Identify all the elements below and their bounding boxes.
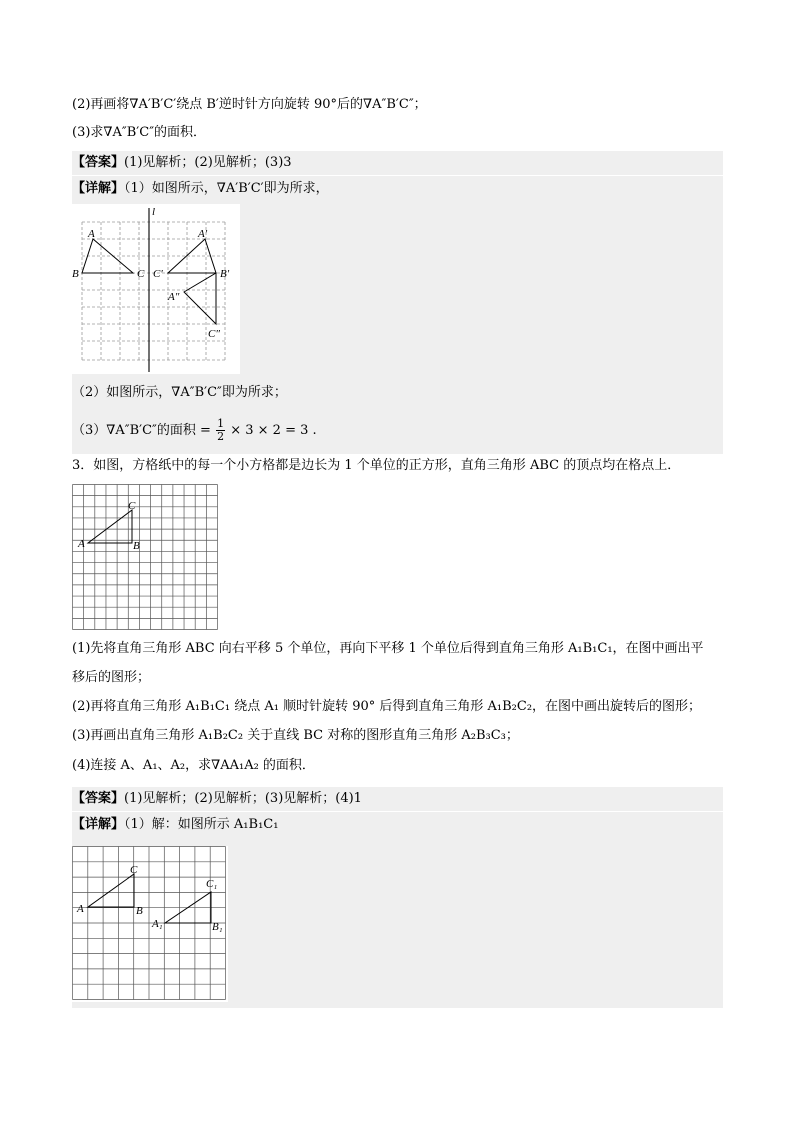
- q3-part1b: 移后的图形；: [72, 670, 151, 685]
- step3-prefix: （3）∇A″B′C″的面积 =: [72, 423, 211, 438]
- detail-label: 【详解】: [72, 817, 125, 832]
- q2-step2: （2）如图所示，∇A″B′C″即为所求；: [72, 385, 287, 400]
- q2-detail: [72, 180, 329, 198]
- figure-grid-translation: [72, 846, 228, 1002]
- label-c-double-prime: C″: [208, 328, 220, 340]
- label-c: C: [130, 864, 138, 876]
- answer-text: (1)见解析；(2)见解析；(3)见解析；(4)1: [124, 791, 362, 806]
- label-b1: B₁: [212, 921, 223, 933]
- q2-part2: (2)再画将∇A′B′C′绕点 B′逆时针方向旋转 90°后的∇A″B′C″；: [72, 97, 427, 112]
- figure-reflection-rotation: [72, 204, 240, 374]
- label-a-double-prime: A″: [168, 291, 180, 303]
- label-b: B: [133, 540, 140, 552]
- label-b-prime: B′: [220, 268, 230, 280]
- axis-label-l: l: [152, 206, 156, 218]
- label-b: B: [72, 268, 79, 280]
- label-a1: A₁: [152, 918, 163, 930]
- label-a: A: [77, 903, 84, 915]
- q3-answer: [72, 790, 362, 808]
- q3-part1a: (1)先将直角三角形 ABC 向右平移 5 个单位，再向下平移 1 个单位后得到直角三角形 A₁B₁C₁，在图中画出平: [72, 641, 704, 656]
- answer-label: 【答案】: [72, 791, 125, 806]
- q3-stem: 3．如图，方格纸中的每一个小方格都是边长为 1 个单位的正方形，直角三角形 ABC 的顶点均在格点上．: [72, 458, 681, 473]
- q2-step3: [72, 416, 317, 446]
- q2-part3: (3)求∇A″B′C″的面积．: [72, 125, 207, 140]
- fraction-numerator: 1: [217, 417, 225, 430]
- q3-part4: (4)连接 A、A₁、A₂，求∇AA₁A₂ 的面积．: [72, 758, 315, 773]
- q3-detail: [72, 816, 278, 834]
- label-a: A: [88, 228, 95, 240]
- fraction-one-half: [216, 418, 225, 443]
- label-c-prime: C′: [153, 268, 163, 280]
- label-a-prime: A′: [198, 228, 208, 240]
- q2-answer: [72, 154, 292, 172]
- detail-text: （1）如图所示，∇A′B′C′即为所求，: [124, 181, 329, 196]
- label-b: B: [136, 905, 143, 917]
- answer-text: (1)见解析；(2)见解析；(3)3: [124, 155, 292, 170]
- detail-label: 【详解】: [72, 181, 125, 196]
- q3-part2: (2)再将直角三角形 A₁B₁C₁ 绕点 A₁ 顺时针旋转 90° 后得到直角三角形 A₁B₂C₂，在图中画出旋转后的图形；: [72, 699, 702, 714]
- answer-label: 【答案】: [72, 155, 125, 170]
- detail-text: （1）解：如图所示 A₁B₁C₁: [124, 817, 279, 832]
- label-c: C: [128, 500, 136, 512]
- step3-suffix: × 3 × 2 = 3 .: [230, 423, 317, 438]
- label-c1: C₁: [206, 878, 218, 890]
- figure-grid-abc: [72, 484, 220, 632]
- label-a: A: [78, 538, 85, 550]
- fraction-denominator: 2: [217, 430, 225, 443]
- label-c: C: [137, 268, 145, 280]
- q3-part3: (3)再画出直角三角形 A₁B₂C₂ 关于直线 BC 对称的图形直角三角形 A₂B₃C₃；: [72, 728, 519, 743]
